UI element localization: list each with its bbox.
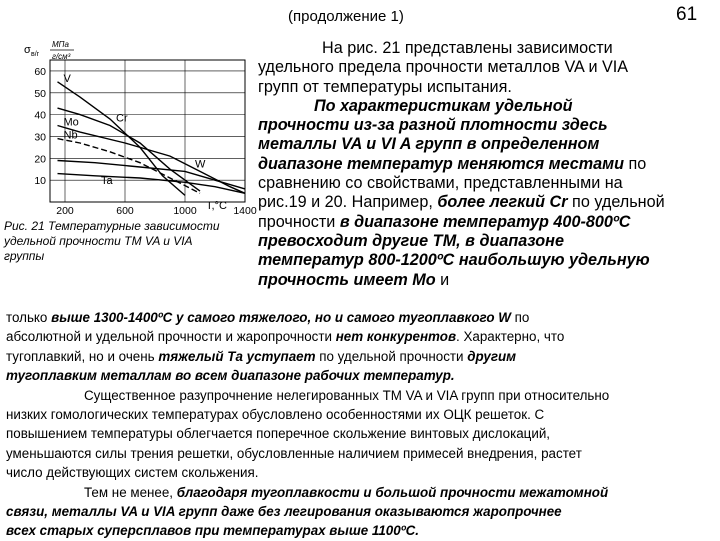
emphasis: в диапазоне температур 400-800ºС bbox=[339, 212, 631, 231]
x-tick-label: 1400 bbox=[233, 205, 257, 217]
series-label: Ta bbox=[101, 174, 113, 187]
series-label: Mo bbox=[63, 116, 79, 129]
paragraph-line bbox=[6, 327, 714, 346]
bottom-text bbox=[6, 308, 714, 541]
y-unit-denominator: г/см³ bbox=[52, 52, 71, 61]
x-tick-label: 1000 bbox=[173, 205, 197, 217]
specific-strength-chart bbox=[0, 33, 262, 233]
text-span: тугоплавкий, но и очень bbox=[6, 348, 159, 364]
text-span: по удельной прочности bbox=[315, 348, 468, 364]
x-tick-label: 200 bbox=[56, 205, 74, 217]
text-span: по bbox=[624, 154, 647, 173]
text-span: Тем не менее, bbox=[84, 484, 177, 500]
series-line-mo bbox=[58, 126, 246, 194]
paragraph-line bbox=[258, 193, 714, 212]
text-span: прочности bbox=[258, 212, 340, 231]
paragraph-line: число действующих систем скольжения. bbox=[6, 465, 259, 481]
text-span: по удельной bbox=[567, 193, 665, 212]
emphasis: другим bbox=[467, 348, 517, 364]
text-span: абсолютной и удельной прочности и жаропрочности bbox=[6, 329, 336, 345]
series-label: V bbox=[63, 72, 71, 85]
paragraph-line: связи, металлы VA и VIA групп даже без легирования оказываются жаропрочнее bbox=[6, 504, 562, 520]
paragraph-line: На рис. 21 представлены зависимости bbox=[322, 39, 613, 57]
y-tick-label: 20 bbox=[34, 153, 46, 166]
emphasis: выше 1300-1400ºС у самого тяжелого, но и самого тугоплавкого W bbox=[51, 310, 511, 325]
paragraph-line: По характеристикам удельной bbox=[314, 96, 573, 115]
paragraph-line: температур 800-1200ºС наибольшую удельную bbox=[258, 251, 650, 270]
emphasis: прочность имеет Мо bbox=[258, 270, 436, 289]
x-tick-label: 600 bbox=[116, 205, 134, 217]
series-label: W bbox=[195, 158, 206, 171]
paragraph-line: Существенное разупрочнение нелегированных ТМ VA и VIA групп при относительно bbox=[84, 387, 610, 403]
text-span: только bbox=[6, 310, 52, 325]
series-label: Nb bbox=[63, 129, 78, 142]
paragraph-line: превосходит другие ТМ, в диапазоне bbox=[258, 231, 564, 250]
paragraph-line bbox=[6, 308, 714, 327]
continuation-label: (продолжение 1) bbox=[288, 8, 404, 25]
emphasis: диапазоне температур меняются местами bbox=[258, 154, 625, 173]
paragraph-line bbox=[258, 155, 714, 174]
text-span: . Характерно, что bbox=[456, 329, 565, 345]
paragraph-line: уменьшаются силы трения решетки, обусловленные наличием примесей внедрения, растет bbox=[6, 445, 582, 461]
y-tick-label: 10 bbox=[34, 175, 46, 188]
paragraph-line bbox=[258, 271, 714, 290]
text-span: по bbox=[510, 310, 530, 325]
y-tick-label: 50 bbox=[34, 87, 46, 100]
y-tick-label: 30 bbox=[34, 131, 46, 144]
emphasis: более легкий Cr bbox=[437, 193, 568, 212]
figure-caption bbox=[4, 219, 266, 264]
paragraph-line bbox=[6, 483, 714, 502]
y-tick-label: 60 bbox=[34, 65, 46, 78]
page-number: 61 bbox=[676, 4, 698, 25]
y-axis-symbol: σ bbox=[24, 44, 31, 56]
paragraph-line: тугоплавким металлам во всем диапазоне рабочих температур. bbox=[6, 368, 455, 384]
series-label: Cr bbox=[116, 112, 128, 125]
caption-line: удельной прочности ТМ VA и VIA bbox=[4, 234, 193, 248]
right-column-text bbox=[258, 39, 714, 290]
y-unit-numerator: МПа bbox=[52, 40, 69, 49]
paragraph-line bbox=[258, 213, 714, 232]
paragraph-line: удельного предела прочности металлов VA и VIA bbox=[258, 58, 629, 77]
paragraph-line: групп от температуры испытания. bbox=[258, 77, 512, 96]
paragraph-line: всех старых суперсплавов при температурах выше 1100ºС. bbox=[6, 523, 419, 539]
text-span: и bbox=[435, 270, 450, 289]
paragraph-line: повышением температуры облегчается поперечное скольжение винтовых дислокаций, bbox=[6, 426, 551, 442]
series-line-cr bbox=[58, 108, 201, 191]
x-axis-label: T,°C bbox=[206, 200, 227, 212]
figure-21 bbox=[0, 33, 262, 233]
emphasis: тяжелый Та уступает bbox=[158, 348, 316, 364]
text-span: рис.19 и 20. Например, bbox=[258, 193, 438, 212]
y-axis-subscript: в/r bbox=[31, 51, 39, 58]
paragraph-line: прочности из-за разной плотности здесь bbox=[258, 116, 608, 135]
paragraph-line: металлы VA и VI A групп в определенном bbox=[258, 135, 600, 154]
emphasis: благодаря тугоплавкости и большой прочности межатомной bbox=[176, 484, 609, 500]
y-tick-label: 40 bbox=[34, 109, 46, 122]
series-line-ta bbox=[58, 174, 246, 194]
emphasis: нет конкурентов bbox=[335, 329, 457, 345]
caption-line: Рис. 21 Температурные зависимости bbox=[4, 219, 220, 233]
paragraph-line: сравнению со свойствами, представленными на bbox=[258, 174, 623, 193]
paragraph-line bbox=[6, 347, 714, 366]
paragraph-line: низких гомологических температурах обусловлено особенностями их ОЦК решеток. С bbox=[6, 407, 545, 423]
caption-line: группы bbox=[4, 249, 45, 263]
